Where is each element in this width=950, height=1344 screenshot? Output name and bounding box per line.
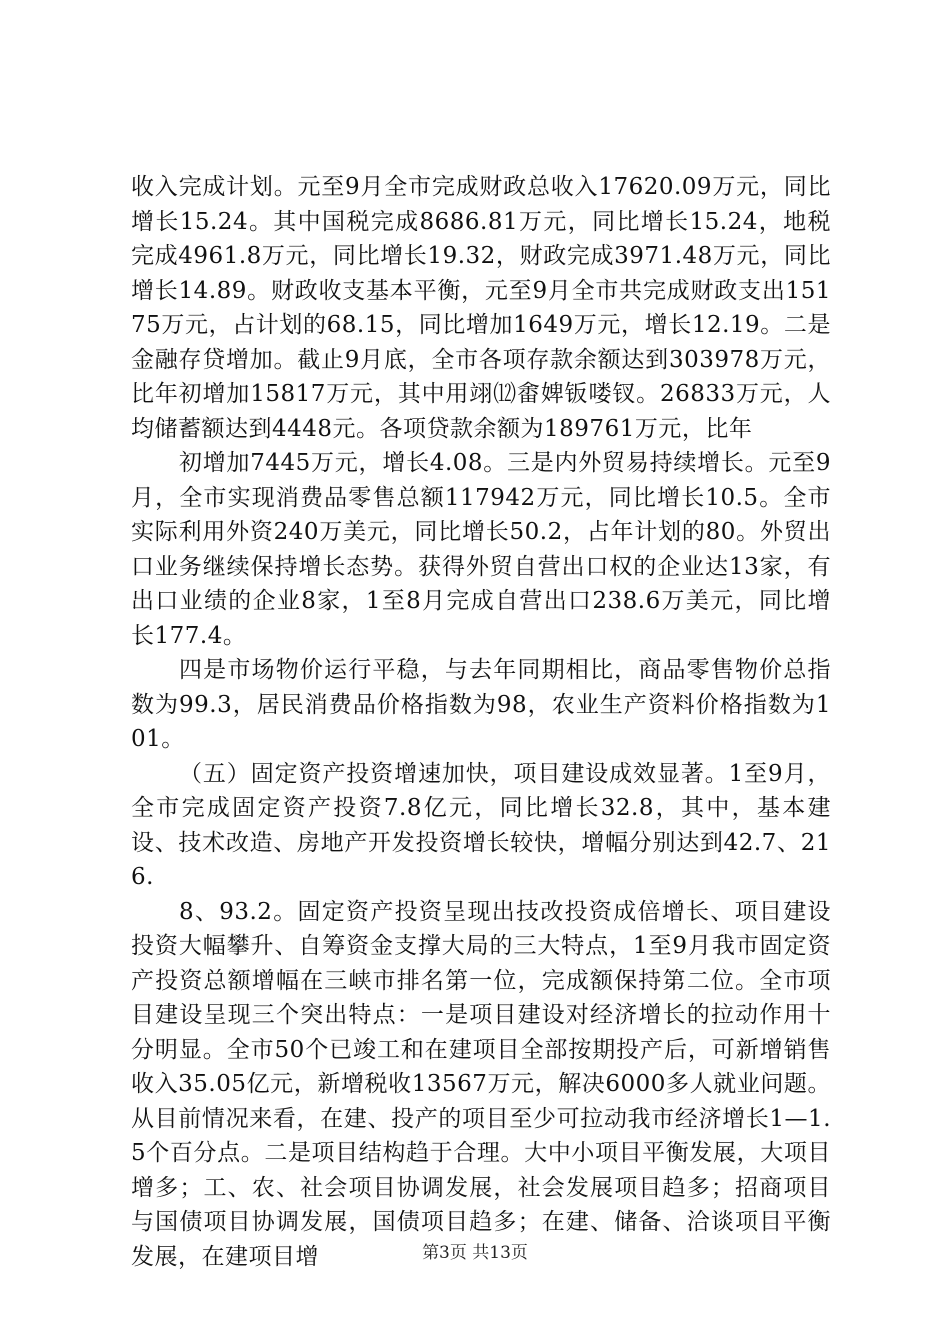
paragraph-4: （五）固定资产投资增速加快，项目建设成效显著。1至9月，全市完成固定资产投资7.8亿元，同比增长32.8，其中，基本建设、技术改造、房地产开发投资增长较快，增幅分别达到42.7、216.: [131, 760, 831, 890]
paragraph-1: 收入完成计划。元至9月全市完成财政总收入17620.09万元，同比增长15.24。其中国税完成8686.81万元，同比增长15.24，地税完成4961.8万元，同比增长19.32，财政完成3971.48万元，同比增长14.89。财政收支基本平衡，元至9月全市共完成财政支出15175万元，占计划的68.15，同比增加1649万元，增长12.19。二是金融存贷增加。截止9月底，全市各项存款余额达到303978万元，比年初增加15817万元，其中用翊⑿畬婢钣喽钗。26833万元，人均储蓄额达到4448元。各项贷款余额为189761万元，比年: [131, 174, 831, 442]
paragraph-2: 初增加7445万元，增长4.08。三是内外贸易持续增长。元至9月，全市实现消费品零售总额117942万元，同比增长10.5。全市实际利用外资240万美元，同比增长50.2，占年计划的80。外贸出口业务继续保持增长态势。获得外贸自营出口权的企业达13家，有出口业绩的企业8家，1至8月完成自营出口238.6万美元，同比增长177.4。: [131, 450, 831, 649]
document-body: [131, 170, 831, 1274]
page-footer: 第3页 共13页: [422, 1243, 528, 1263]
paragraph-5: 8、93.2。固定资产投资呈现出技改投资成倍增长、项目建设投资大幅攀升、自筹资金支撑大局的三大特点，1至9月我市固定资产投资总额增幅在三峡市排名第一位，完成额保持第二位。全市项目建设呈现三个突出特点：一是项目建设对经济增长的拉动作用十分明显。全市50个已竣工和在建项目全部按期投产后，可新增销售收入35.05亿元，新增税收13567万元，解决6000多人就业问题。从目前情况来看，在建、投产的项目至少可拉动我市经济增长1—1.5个百分点。二是项目结构趋于合理。大中小项目平衡发展，大项目增多；工、农、社会项目协调发展，社会发展项目趋多；招商项目与国债项目协调发展，国债项目趋多；在建、储备、洽谈项目平衡发展，在建项目增: [131, 898, 831, 1270]
paragraph-3: 四是市场物价运行平稳，与去年同期相比，商品零售物价总指数为99.3，居民消费品价格指数为98，农业生产资料价格指数为101。: [131, 657, 831, 752]
